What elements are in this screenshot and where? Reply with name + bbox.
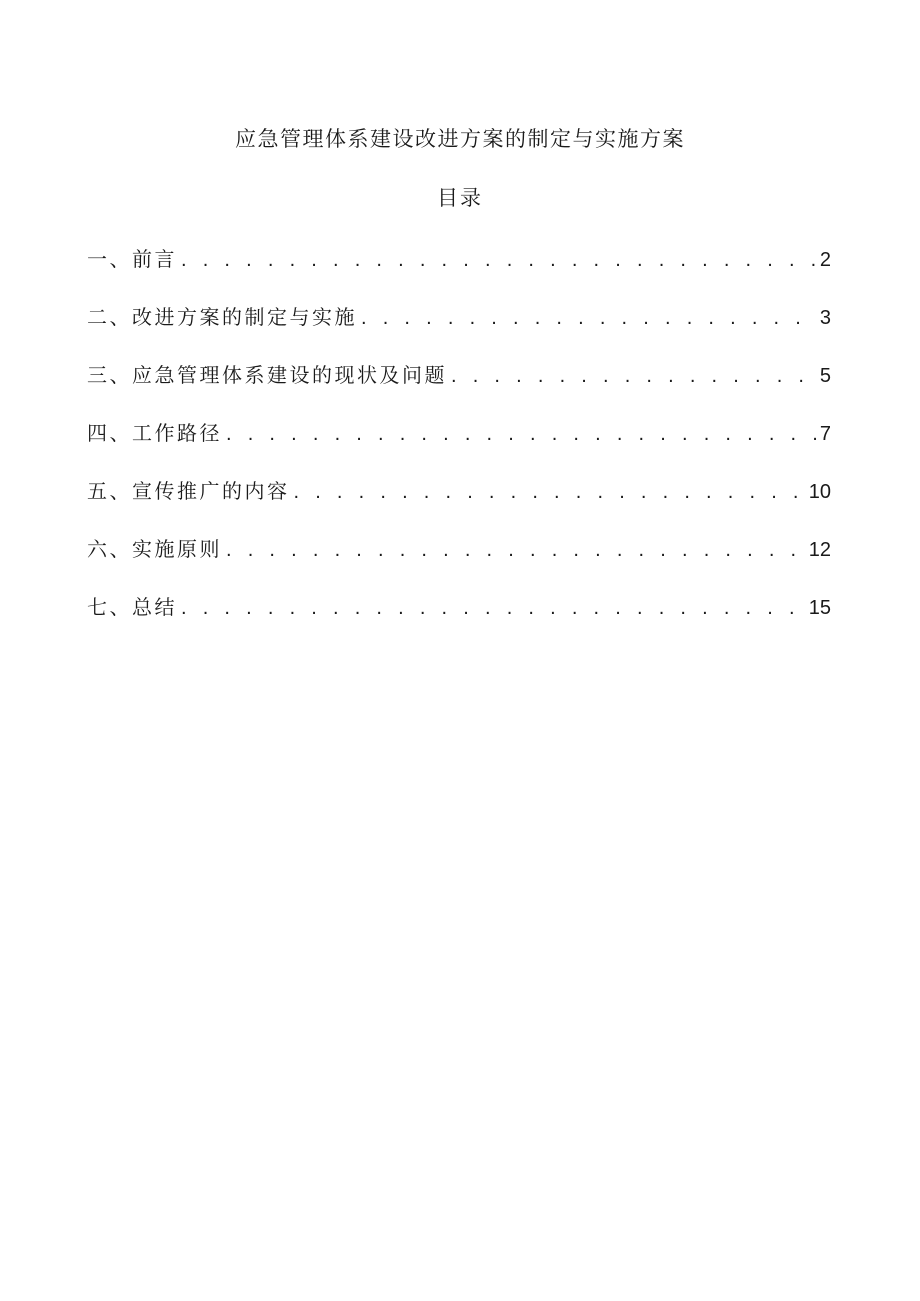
toc-dot-leader	[181, 245, 818, 275]
toc-page-number: 12	[808, 539, 831, 561]
toc-dot-leader	[451, 361, 818, 391]
toc-dot-leader	[181, 593, 807, 623]
toc-entry-label: 三、应急管理体系建设的现状及问题	[87, 363, 447, 387]
toc-entry-label: 七、总结	[87, 595, 177, 619]
table-of-contents	[87, 244, 831, 650]
toc-dot-leader	[294, 477, 807, 507]
toc-entry-label: 一、前言	[87, 247, 177, 271]
toc-entry-label: 六、实施原则	[87, 537, 222, 561]
toc-entry-label: 四、工作路径	[87, 421, 222, 445]
toc-page-number: 7	[819, 423, 831, 445]
toc-heading: 目录	[437, 186, 483, 210]
document-title: 应急管理体系建设改进方案的制定与实施方案	[235, 127, 685, 151]
toc-entry-label: 二、改进方案的制定与实施	[87, 305, 357, 329]
toc-entry-preface[interactable]	[87, 244, 831, 302]
toc-entry-principles[interactable]	[87, 534, 831, 592]
toc-entry-work-path[interactable]	[87, 418, 831, 476]
toc-entry-summary[interactable]	[87, 592, 831, 650]
toc-dot-leader	[226, 419, 818, 449]
toc-page-number: 2	[819, 249, 831, 271]
toc-dot-leader	[361, 303, 818, 333]
toc-entry-promotion[interactable]	[87, 476, 831, 534]
toc-entry-improvement-plan[interactable]	[87, 302, 831, 360]
toc-dot-leader	[226, 535, 807, 565]
toc-page-number: 5	[819, 365, 831, 387]
toc-page-number: 15	[808, 597, 831, 619]
toc-entry-label: 五、宣传推广的内容	[87, 479, 290, 503]
toc-entry-current-status[interactable]	[87, 360, 831, 418]
toc-page-number: 3	[819, 307, 831, 329]
toc-page-number: 10	[808, 481, 831, 503]
